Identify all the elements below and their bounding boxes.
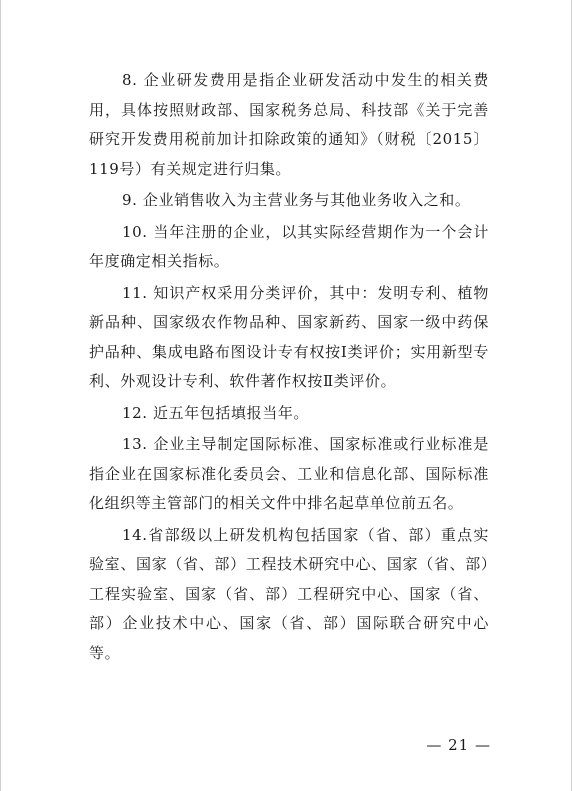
paragraph-8: 8. 企业研发费用是指企业研发活动中发生的相关费用，具体按照财政部、国家税务总局、科技部《关于完善研究开发费用税前加计扣除政策的通知》（财税〔2015〕119号）有关规定进行归集。 [89,71,489,178]
document-body [89,66,489,670]
paragraph-14: 14.省部级以上研发机构包括国家（省、部）重点实验室、国家（省、部）工程技术研究中心、国家（省、部）工程实验室、国家（省、部）工程研究中心、国家（省、部）企业技术中心、国家（省、部）国际联合研究中心等。 [89,525,489,662]
page-number: — 21 — [426,736,491,754]
paragraph-9: 9. 企业销售收入为主营业务与其他业务收入之和。 [122,191,471,209]
paragraph-13: 13. 企业主导制定国际标准、国家标准或行业标准是指企业在国家标准化委员会、工业和信息化部、国际标准化组织等主管部门的相关文件中排名起草单位前五名。 [89,435,489,512]
paragraph-10: 10. 当年注册的企业，以其实际经营期作为一个会计年度确定相关指标。 [89,222,489,270]
paragraph-12: 12. 近五年包括填报当年。 [122,403,310,422]
paragraph-11: 11. 知识产权采用分类评价，其中：发明专利、植物新品种、国家级农作物品种、国家新药、国家一级中药保护品种、集成电路布图设计专有权按Ⅰ类评价；实用新型专利、外观设计专利、软件著作权按Ⅱ类评价。 [89,283,489,390]
